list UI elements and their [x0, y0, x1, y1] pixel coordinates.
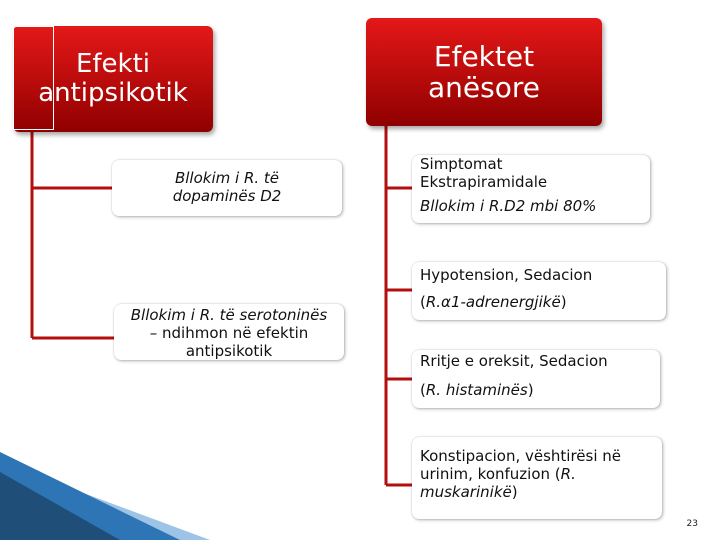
header-right-line1: Efektet: [433, 39, 535, 73]
side-effects-header: [366, 18, 602, 126]
eps-line1: Simptomat: [420, 155, 503, 173]
serotonin-line2: – ndihmon në efektin: [149, 324, 309, 342]
anticholinergic-effects-box: [412, 437, 662, 519]
hypo-paren-open: (: [420, 293, 426, 311]
eps-line2: Ekstrapiramidale: [420, 173, 548, 191]
anticho-paren-close: ): [511, 483, 518, 501]
serotonin-line1: Bllokim i R. të serotoninës: [130, 306, 328, 324]
serotonin-block-box: [114, 304, 344, 360]
appetite-receptor: R. histaminës: [425, 381, 528, 399]
decorative-ribbon: [0, 452, 210, 540]
hypo-line2: [420, 293, 666, 311]
appetite-line1: Rritje e oreksit, Sedacion: [420, 352, 608, 370]
header-right-line2: anësore: [428, 71, 540, 104]
hypotension-sedation-box: [412, 262, 666, 320]
appetite-sedation-box: [412, 350, 660, 408]
hypo-line1: Hypotension, Sedacion: [420, 266, 593, 284]
d2-line1: Bllokim i R. të: [174, 169, 280, 187]
extrapyramidal-symptoms-box: [412, 155, 650, 223]
anticho-receptor-b: muskarinikë: [420, 483, 512, 501]
hypo-paren-close: ): [560, 293, 567, 311]
appetite-line2: [420, 381, 660, 399]
anticho-line2-text: urinim, konfuzion (: [420, 465, 561, 483]
serotonin-line3: antipsikotik: [185, 342, 273, 360]
anticho-line1: Konstipacion, vështirësi në: [420, 447, 622, 465]
header-left-line2: antipsikotik: [38, 78, 188, 108]
appetite-paren-open: (: [420, 381, 426, 399]
appetite-paren-close: ): [527, 381, 534, 399]
eps-line3: Bllokim i R.D2 mbi 80%: [420, 197, 597, 215]
header-left-line1: Efekti: [75, 48, 151, 79]
anticho-receptor-a: R.: [560, 465, 576, 483]
page-number: 23: [686, 519, 698, 529]
hypo-receptor: R.α1-adrenergjikë: [425, 293, 561, 311]
d2-line2: dopaminës D2: [172, 187, 282, 205]
d2-dopamine-block-box: [112, 160, 342, 216]
anticho-line3: [420, 483, 662, 501]
anticho-line2: [420, 465, 662, 483]
antipsychotic-effect-header: [13, 26, 213, 132]
